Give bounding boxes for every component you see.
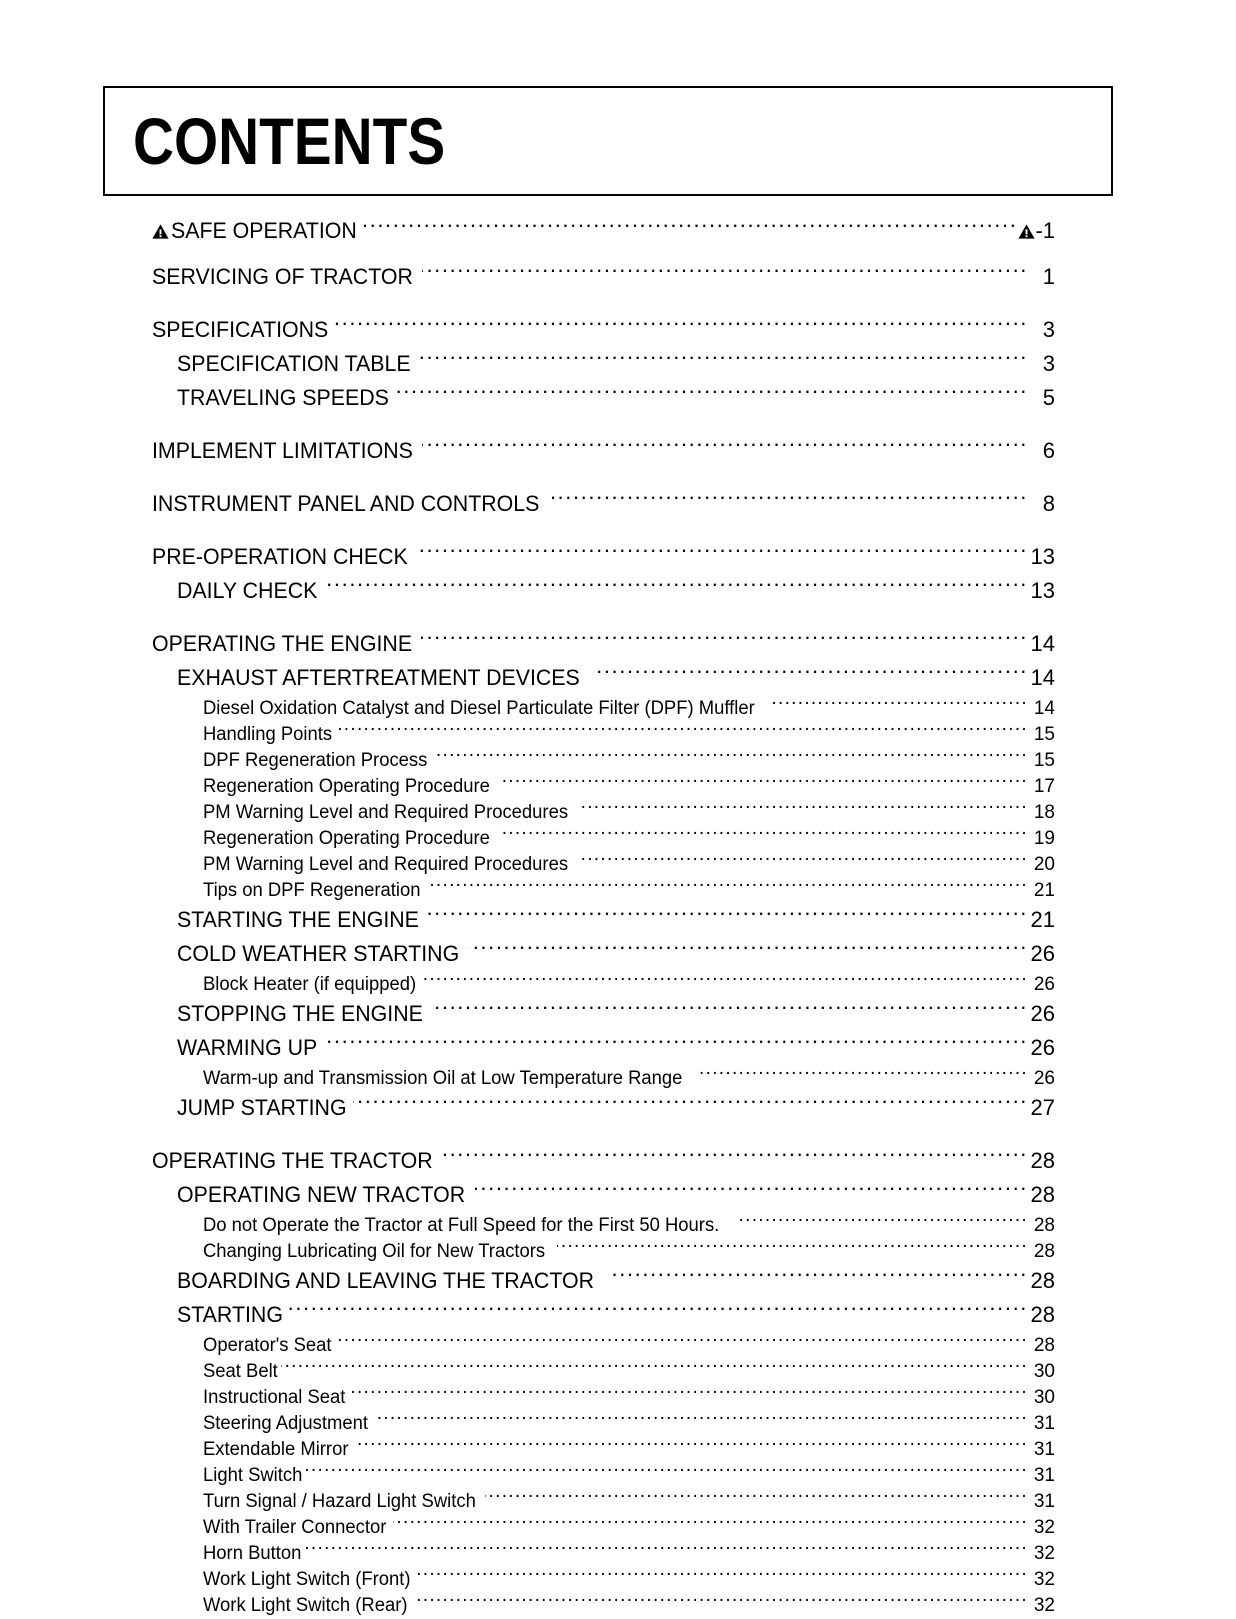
toc-entry-page-number: 31 [1033,1491,1055,1512]
toc-entry-page-group [1029,1567,1055,1593]
toc-entry-page-group [1029,774,1055,800]
toc-entry-label: PRE-OPERATION CHECK [152,544,408,569]
toc-entry-label: COLD WEATHER STARTING [177,941,460,966]
toc-entry[interactable] [177,1298,1055,1332]
toc-entry-label-group [203,1411,373,1437]
toc-entry-page-group [1029,1091,1055,1125]
toc-entry-label-group [177,661,592,695]
toc-entry[interactable] [177,903,1055,937]
toc-entry-label: Seat Belt [203,1361,278,1382]
dot-leader [353,1093,1028,1115]
toc-entry[interactable] [177,661,1055,695]
toc-entry-label-group [152,1144,441,1178]
toc-entry-page-number: 6 [1042,438,1055,463]
toc-entry-label: Turn Signal / Hazard Light Switch [203,1491,476,1512]
toc-entry[interactable] [203,695,1055,721]
toc-entry-label: Warm-up and Transmission Oil at Low Temperature Range [203,1068,683,1089]
toc-entry[interactable] [152,434,1055,468]
toc-entry-page-number: 28 [1030,1148,1055,1173]
dot-leader [475,1180,1028,1202]
toc-entry-page-number: -1 [1035,218,1055,243]
dot-leader [428,877,1028,896]
toc-entry[interactable] [177,997,1055,1031]
toc-entry-label-group [203,774,499,800]
toc-entry-label: DPF Regeneration Process [203,750,428,771]
toc-entry[interactable] [177,1178,1055,1212]
toc-entry-label: Instructional Seat [203,1387,346,1408]
toc-entry-page-number: 19 [1033,828,1055,849]
toc-entry-page-group [1029,997,1055,1031]
toc-entry-label-group [203,800,579,826]
toc-entry-label-group [203,1541,304,1567]
toc-entry-label-group [203,852,579,878]
toc-entry[interactable] [203,877,1055,903]
toc-entry-label: Changing Lubricating Oil for New Tractors [203,1241,546,1262]
toc-entry-page-group [1029,800,1055,826]
page-title: CONTENTS [133,104,446,178]
dot-leader [281,1358,1028,1377]
toc-entry-page-group [1029,1144,1055,1178]
toc-entry-page-number: 28 [1030,1182,1055,1207]
toc-entry-page-number: 3 [1042,351,1055,376]
toc-entry-page-number: 13 [1030,578,1055,603]
toc-entry-page-group [1029,878,1055,904]
toc-entry[interactable] [203,1332,1055,1358]
toc-entry-page-group [1029,540,1055,574]
toc-entry-label: Do not Operate the Tractor at Full Speed for the First 50 Hours. [203,1215,720,1236]
toc-entry-page-number: 5 [1042,385,1055,410]
toc-entry[interactable] [203,1238,1055,1264]
toc-entry-page-group [1029,1489,1055,1515]
toc-entry[interactable] [203,1358,1055,1384]
toc-entry-page-number: 32 [1033,1595,1055,1616]
dot-leader [351,1384,1028,1403]
toc-entry-page-group [1029,260,1055,294]
toc-entry-label-group [177,1031,322,1065]
toc-entry[interactable] [152,214,1055,248]
toc-entry-label: Handling Points [203,724,333,745]
dot-leader [469,939,1028,961]
dot-leader [435,747,1028,766]
dot-leader [336,1332,1028,1351]
toc-entry-page-number: 21 [1030,907,1055,932]
toc-entry[interactable] [152,627,1055,661]
toc-entry-page-number: 20 [1033,854,1055,875]
toc-entry-page-group [1029,313,1055,347]
toc-entry-label: WARMING UP [177,1035,318,1060]
toc-entry-page-group [1029,1031,1055,1065]
toc-entry-label-group [152,260,421,294]
warning-triangle-icon [1018,224,1035,239]
toc-entry-label: Steering Adjustment [203,1413,368,1434]
toc-entry-page-number: 31 [1033,1439,1055,1460]
dot-leader [415,1592,1028,1611]
toc-entry-page-number: 32 [1033,1517,1055,1538]
toc-entry-label-group [177,1091,352,1125]
toc-entry-label: STOPPING THE ENGINE [177,1001,423,1026]
toc-entry-page-group [1029,1298,1055,1332]
toc-entry[interactable] [203,1462,1055,1488]
toc-entry[interactable] [152,260,1055,294]
toc-entry-label: PM Warning Level and Required Procedures [203,802,569,823]
toc-entry-label: Work Light Switch (Front) [203,1569,411,1590]
dot-leader [736,1212,1028,1231]
dot-leader [773,695,1028,714]
dot-leader [557,1238,1028,1257]
toc-entry-page-number: 32 [1033,1543,1055,1564]
toc-entry-page-number: 15 [1033,724,1055,745]
toc-entry-page-group [1029,1515,1055,1541]
toc-entry-page-group [1029,661,1055,695]
toc-entry-page-group [1029,1359,1055,1385]
dot-leader [337,721,1028,740]
toc-entry[interactable] [177,1091,1055,1125]
toc-entry[interactable] [203,799,1055,825]
toc-entry[interactable] [203,851,1055,877]
toc-entry-page-group [1029,722,1055,748]
toc-entry-label-group [177,574,322,608]
toc-entry-label: SPECIFICATION TABLE [177,351,411,376]
toc-entry-label-group [203,1333,335,1359]
toc-entry-label-group [152,627,420,661]
toc-entry-page-group [1029,1385,1055,1411]
toc-entry-label-group [177,381,395,415]
toc-entry-page-group [1029,1178,1055,1212]
toc-entry[interactable] [203,721,1055,747]
toc-entry-page-group [1029,937,1055,971]
toc-entry-label: BOARDING AND LEAVING THE TRACTOR [177,1268,595,1293]
toc-entry-label: PM Warning Level and Required Procedures [203,854,569,875]
toc-entry-page-group [1029,627,1055,661]
toc-entry-label: EXHAUST AFTERTREATMENT DEVICES [177,665,580,690]
toc-entry-label: Block Heater (if equipped) [203,974,417,995]
toc-entry-label: TRAVELING SPEEDS [177,385,389,410]
dot-leader [374,1410,1028,1429]
toc-entry[interactable] [177,347,1055,381]
toc-entry[interactable] [177,1031,1055,1065]
toc-entry-page-number: 26 [1033,1068,1055,1089]
dot-leader [427,905,1028,927]
toc-entry-label-group [203,1567,417,1593]
toc-entry-label: With Trailer Connector [203,1517,387,1538]
dot-leader [422,262,1028,284]
toc-entry-label: Diesel Oxidation Catalyst and Diesel Particulate Filter (DPF) Muffler [203,698,755,719]
toc-entry-page-number: 8 [1042,491,1055,516]
toc-entry-page-group [1029,574,1055,608]
toc-entry-label-group [177,1298,286,1332]
toc-entry[interactable] [203,1514,1055,1540]
dot-leader [421,629,1028,651]
toc-entry-label: Tips on DPF Regeneration [203,880,421,901]
toc-entry-page-number: 28 [1030,1268,1055,1293]
dot-leader [287,1300,1028,1322]
dot-leader [364,217,1018,239]
toc-entry[interactable] [152,313,1055,347]
toc-entry-label: Light Switch [203,1465,303,1486]
toc-entry-page-number: 15 [1033,750,1055,771]
toc-entry-label: Regeneration Operating Procedure [203,828,490,849]
toc-entry[interactable] [203,1566,1055,1592]
toc-entry-label-group [177,903,426,937]
toc-entry-label: OPERATING THE TRACTOR [152,1148,433,1173]
toc-entry-page-group [1029,1333,1055,1359]
toc-entry[interactable] [152,1144,1055,1178]
table-of-contents [0,214,1236,1618]
toc-entry-page-number: 3 [1042,317,1055,342]
toc-entry-page-group [1029,347,1055,381]
toc-entry[interactable] [203,825,1055,851]
toc-entry-label-group [177,1178,474,1212]
toc-entry-page-number: 26 [1030,941,1055,966]
toc-entry[interactable] [203,1592,1055,1618]
toc-entry-page-number: 30 [1033,1361,1055,1382]
toc-entry-label-group [203,1593,414,1619]
dot-leader [608,1266,1028,1288]
toc-entry-label: Work Light Switch (Rear) [203,1595,408,1616]
toc-entry-label: JUMP STARTING [177,1095,347,1120]
toc-entry-page-number: 26 [1030,1035,1055,1060]
dot-leader [354,1436,1028,1455]
toc-entry-page-group [1029,381,1055,415]
toc-entry-label: SPECIFICATIONS [152,317,329,342]
toc-entry-page-number: 28 [1033,1335,1055,1356]
toc-entry-label: SAFE OPERATION [171,218,357,243]
dot-leader [698,1065,1028,1084]
toc-entry-label: INSTRUMENT PANEL AND CONTROLS [152,491,540,516]
toc-entry-label-group [203,1359,280,1385]
toc-entry[interactable] [203,1065,1055,1091]
toc-entry-label-group [177,937,468,971]
toc-entry-page-group [1029,434,1055,468]
warning-triangle-icon [152,224,169,239]
toc-entry-label-group [203,1515,392,1541]
dot-leader [305,1540,1028,1559]
toc-entry-label: IMPLEMENT LIMITATIONS [152,438,413,463]
toc-entry-page-group [1029,1593,1055,1619]
toc-entry-page-number: 30 [1033,1387,1055,1408]
toc-entry-page-group [1029,487,1055,521]
toc-entry-page-number: 26 [1033,974,1055,995]
toc-entry-label: Horn Button [203,1543,302,1564]
dot-leader [418,1566,1028,1585]
toc-entry-page-group [1029,903,1055,937]
toc-entry-page-number: 14 [1030,631,1055,656]
toc-entry-page-group [1029,1239,1055,1265]
dot-leader [552,489,1028,511]
toc-entry-page-group [1029,1213,1055,1239]
toc-entry-page-number: 14 [1033,698,1055,719]
toc-entry-label-group [152,434,421,468]
toc-entry-page-number: 27 [1030,1095,1055,1120]
toc-entry-page-number: 13 [1030,544,1055,569]
toc-entry-page-number: 28 [1033,1241,1055,1262]
toc-entry-page-group [1029,696,1055,722]
dot-leader [580,851,1028,870]
dot-leader [323,1033,1028,1055]
toc-entry-label: Regeneration Operating Procedure [203,776,490,797]
toc-entry-page-number: 32 [1033,1569,1055,1590]
toc-entry-label-group [203,1463,305,1489]
toc-entry-page-group [1029,1411,1055,1437]
toc-entry[interactable] [203,1540,1055,1566]
toc-entry-page-group [1029,826,1055,852]
toc-entry-page-number: 14 [1030,665,1055,690]
toc-entry[interactable] [203,1436,1055,1462]
toc-entry-label-group [203,878,427,904]
toc-entry-label-group [177,1264,607,1298]
toc-entry-page-number: 31 [1033,1413,1055,1434]
dot-leader [580,799,1028,818]
toc-entry-label-group [203,1385,350,1411]
toc-entry-page-group [1029,1264,1055,1298]
toc-entry[interactable] [203,1384,1055,1410]
toc-entry-label: OPERATING THE ENGINE [152,631,413,656]
toc-entry-label: STARTING THE ENGINE [177,907,419,932]
toc-entry-label-group [203,1066,697,1092]
toc-entry[interactable] [203,747,1055,773]
toc-entry-label: OPERATING NEW TRACTOR [177,1182,466,1207]
dot-leader [593,663,1028,685]
toc-entry[interactable] [152,487,1055,521]
toc-entry[interactable] [177,574,1055,608]
toc-entry-page-group [1029,1437,1055,1463]
toc-entry[interactable] [203,1212,1055,1238]
toc-entry-label-group [203,1489,484,1515]
toc-entry-page-number: 28 [1030,1302,1055,1327]
toc-entry-page-number: 31 [1033,1465,1055,1486]
dot-leader [419,349,1028,371]
toc-entry-page-number: 28 [1033,1215,1055,1236]
toc-entry-label: Extendable Mirror [203,1439,349,1460]
toc-entry-page-group [1029,1463,1055,1489]
dot-leader [442,1146,1028,1168]
dot-leader [424,971,1028,990]
dot-leader [431,999,1028,1021]
toc-entry-page-number: 21 [1033,880,1055,901]
toc-entry-page-number: 1 [1042,264,1055,289]
dot-leader [485,1488,1028,1507]
dot-leader [422,436,1028,458]
toc-entry-label-group [203,696,772,722]
toc-entry-label-group [203,722,336,748]
toc-entry-label-group [152,214,363,248]
toc-entry[interactable] [203,773,1055,799]
toc-entry-label-group [203,826,499,852]
dot-leader [500,825,1028,844]
toc-entry-label-group [203,748,434,774]
dot-leader [393,1514,1028,1533]
toc-entry-page-group [1018,214,1055,248]
dot-leader [417,542,1028,564]
toc-entry-label-group [152,540,416,574]
dot-leader [500,773,1028,792]
toc-entry-page-number: 17 [1033,776,1055,797]
toc-entry[interactable] [177,937,1055,971]
toc-entry-label-group [152,487,551,521]
toc-entry-label-group [152,313,334,347]
toc-entry-page-group [1029,972,1055,998]
dot-leader [335,315,1028,337]
toc-entry-page-number: 26 [1030,1001,1055,1026]
toc-entry[interactable] [203,1488,1055,1514]
toc-entry[interactable] [203,971,1055,997]
toc-entry-page-group [1029,1066,1055,1092]
toc-entry-label: Operator's Seat [203,1335,332,1356]
toc-entry-page-group [1029,852,1055,878]
toc-entry[interactable] [203,1410,1055,1436]
toc-entry-label-group [203,1239,556,1265]
toc-entry-label-group [203,1213,735,1239]
toc-entry[interactable] [177,1264,1055,1298]
dot-leader [306,1462,1028,1481]
toc-entry-page-group [1029,1541,1055,1567]
toc-entry-label-group [203,972,423,998]
dot-leader [323,576,1028,598]
contents-title-box [103,86,1113,196]
toc-entry-page-group [1029,748,1055,774]
toc-entry[interactable] [152,540,1055,574]
dot-leader [396,383,1028,405]
toc-entry-page-number: 18 [1033,802,1055,823]
toc-entry-label: DAILY CHECK [177,578,318,603]
toc-entry-label: STARTING [177,1302,283,1327]
toc-entry[interactable] [177,381,1055,415]
toc-entry-label: SERVICING OF TRACTOR [152,264,413,289]
toc-entry-label-group [177,347,418,381]
toc-entry-label-group [177,997,430,1031]
toc-entry-label-group [203,1437,353,1463]
